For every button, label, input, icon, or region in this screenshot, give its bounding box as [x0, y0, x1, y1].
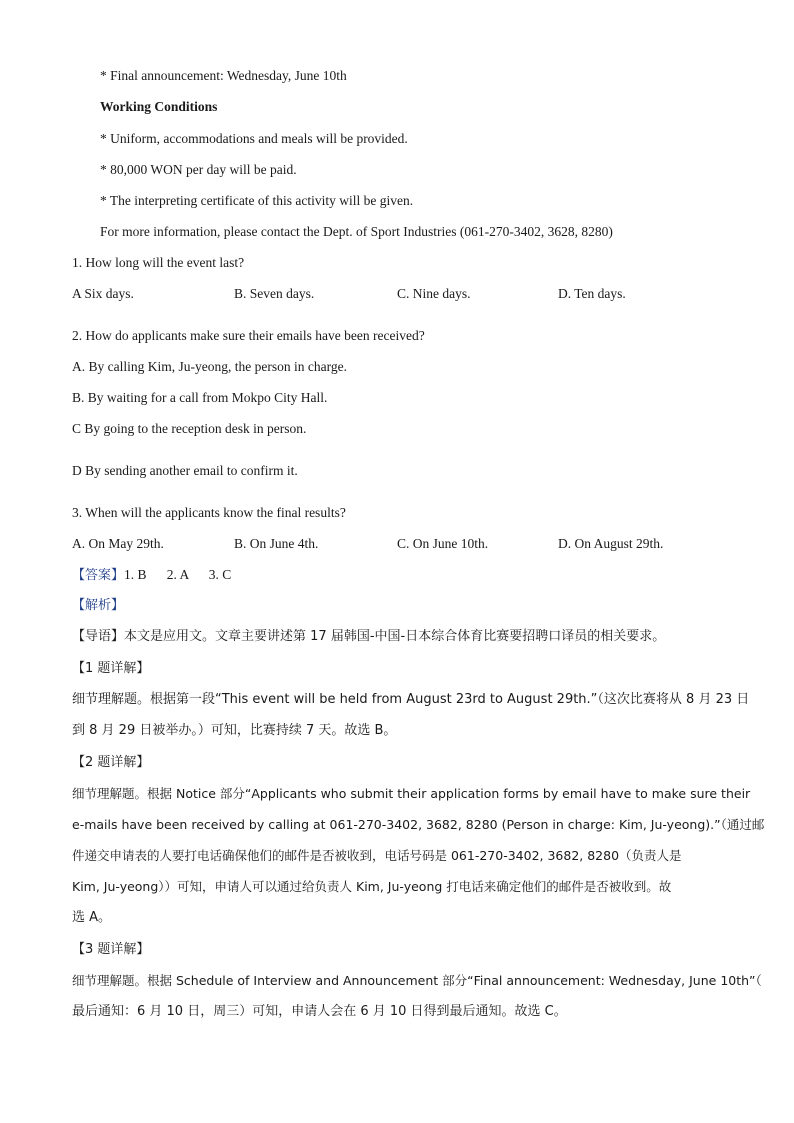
condition-item: * The interpreting certificate of this activity will be given.	[100, 193, 414, 208]
q2-detail-text: 选 A。	[72, 910, 112, 925]
question-stem: 2. How do applicants make sure their emails have been received?	[72, 328, 425, 343]
condition-item: * 80,000 WON per day will be paid.	[100, 162, 297, 177]
condition-item: * Uniform, accommodations and meals will be provided.	[100, 131, 408, 146]
option-a: A Six days.	[72, 286, 134, 301]
q3-detail-text: 细节理解题。根据 Schedule of Interview and Announcement 部分“Final announcement: Wednesday, June 10th”（	[72, 973, 762, 988]
option-d: D. Ten days.	[558, 286, 626, 301]
q3-detail-text: 最后通知：6 月 10 日，周三）可知，申请人会在 6 月 10 日得到最后通知。故选 C。	[72, 1004, 567, 1019]
q2-detail-text: Kim, Ju-yeong））可知，申请人可以通过给负责人 Kim, Ju-yeong 打电话来确定他们的邮件是否被收到。故	[72, 879, 672, 894]
q3-detail-label: 【3 题详解】	[72, 942, 150, 957]
answer-line	[72, 567, 231, 584]
analysis-label: 【解析】	[72, 598, 125, 613]
option-d: D By sending another email to confirm it.	[72, 463, 298, 478]
option-b: B. By waiting for a call from Mokpo City Hall.	[72, 390, 328, 405]
q2-detail-text: e-mails have been received by calling at 061-270-3402, 3682, 8280 (Person in charge: Kim, Ju-yeong).”（通过邮	[72, 817, 765, 832]
answer-values: 1. B 2. A 3. C	[124, 567, 232, 582]
question-stem: 3. When will the applicants know the final results?	[72, 505, 346, 520]
option-d: D. On August 29th.	[558, 536, 664, 551]
working-conditions-heading: Working Conditions	[100, 99, 218, 114]
option-a: A. On May 29th.	[72, 536, 164, 551]
question-stem: 1. How long will the event last?	[72, 255, 245, 270]
q2-detail-label: 【2 题详解】	[72, 755, 150, 770]
option-c: C. On June 10th.	[397, 536, 489, 551]
q2-detail-text: 细节理解题。根据 Notice 部分“Applicants who submit their application forms by email have to make sure their	[72, 786, 751, 801]
answer-label: 【答案】	[72, 568, 125, 583]
option-a: A. By calling Kim, Ju-yeong, the person in charge.	[72, 359, 347, 374]
q1-detail-label: 【1 题详解】	[72, 661, 150, 676]
q2-detail-text: 件递交申请表的人要打电话确保他们的邮件是否被收到，电话号码是 061-270-3402, 3682, 8280（负责人是	[72, 848, 682, 863]
option-b: B. Seven days.	[234, 286, 315, 301]
q1-detail-text: 到 8 月 29 日被举办。）可知，比赛持续 7 天。故选 B。	[72, 723, 397, 738]
option-c: C. Nine days.	[397, 286, 471, 301]
final-announcement-line: * Final announcement: Wednesday, June 10th	[100, 68, 347, 83]
guide-text: 本文是应用文。文章主要讲述第 17 届韩国-中国-日本综合体育比赛要招聘口译员的相关要求。	[124, 629, 666, 644]
option-c: C By going to the reception desk in person.	[72, 421, 307, 436]
guide-line	[72, 629, 665, 645]
guide-label: 【导语】	[72, 629, 125, 644]
option-b: B. On June 4th.	[234, 536, 319, 551]
contact-line: For more information, please contact the Dept. of Sport Industries (061-270-3402, 3628, 8280)	[100, 224, 613, 239]
q1-detail-text: 细节理解题。根据第一段“This event will be held from August 23rd to August 29th.”（这次比赛将从 8 月 23 日	[72, 692, 750, 707]
